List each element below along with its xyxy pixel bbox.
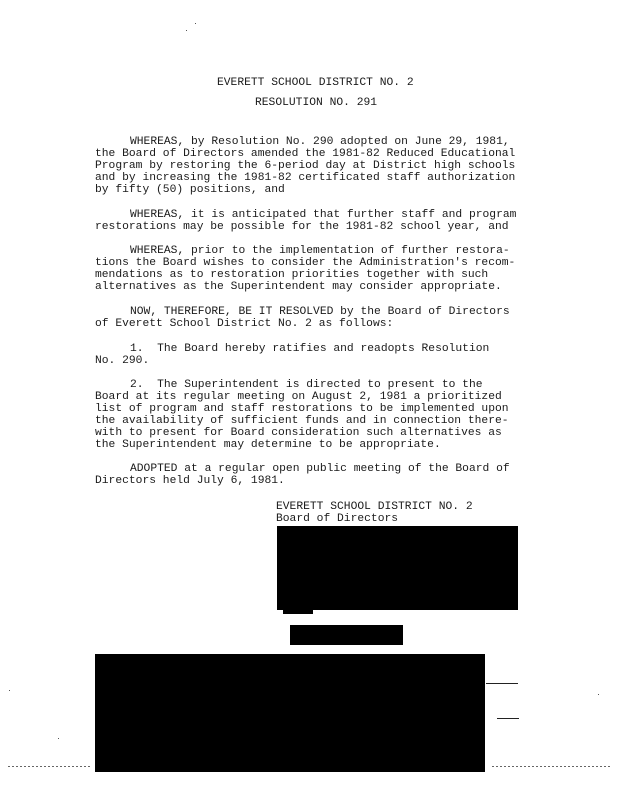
scan-speck [9,690,10,691]
signature-line [486,683,518,684]
item-2-line: the availability of sufficient funds and in connection there- [95,415,509,427]
dotted-rule [8,766,92,767]
adopted-line: ADOPTED at a regular open public meeting of the Board of [130,463,510,475]
whereas-3-line: WHEREAS, prior to the implementation of further restora- [130,245,510,257]
item-1-line: No. 290. [95,355,150,367]
item-2-line: 2. The Superintendent is directed to present to the [130,379,483,391]
item-2-line: with to present for Board consideration such alternatives as [95,427,502,439]
redaction-block [290,625,403,645]
whereas-1-line: the Board of Directors amended the 1981-82 Reduced Educational [95,148,516,160]
adopted-line: Directors held July 6, 1981. [95,475,285,487]
whereas-1-line: Program by restoring the 6-period day at District high schools [95,160,516,172]
whereas-1-line: WHEREAS, by Resolution No. 290 adopted on June 29, 1981, [130,136,510,148]
signature-district: EVERETT SCHOOL DISTRICT NO. 2 [276,501,473,513]
district-heading: EVERETT SCHOOL DISTRICT NO. 2 [217,77,414,89]
scan-speck [58,738,59,739]
item-2-line: Board at its regular meeting on August 2, 1981 a prioritized [95,391,502,403]
resolution-heading: RESOLUTION NO. 291 [255,97,378,109]
redaction-block [277,526,518,610]
resolved-line: NOW, THEREFORE, BE IT RESOLVED by the Board of Directors [130,306,510,318]
scan-speck [195,23,196,24]
redaction-block [95,654,485,772]
whereas-3-line: mendations as to restoration priorities together with such [95,269,489,281]
whereas-1-line: by fifty (50) positions, and [95,184,285,196]
scan-speck [598,694,599,695]
redaction-block [283,606,313,614]
whereas-2-line: restorations may be possible for the 1981-82 school year, and [95,221,509,233]
whereas-1-line: and by increasing the 1981-82 certificated staff authorization [95,172,516,184]
item-2-line: list of program and staff restorations to be implemented upon [95,403,509,415]
item-1-line: 1. The Board hereby ratifies and readopts Resolution [130,343,490,355]
scan-speck [186,30,187,31]
item-2-line: the Superintendent may determine to be appropriate. [95,439,441,451]
signature-line [497,718,519,719]
whereas-3-line: tions the Board wishes to consider the Administration's recom- [95,257,516,269]
dotted-rule [492,766,610,767]
whereas-2-line: WHEREAS, it is anticipated that further staff and program [130,209,517,221]
signature-board: Board of Directors [276,513,399,525]
whereas-3-line: alternatives as the Superintendent may consider appropriate. [95,281,502,293]
resolved-line: of Everett School District No. 2 as follows: [95,318,394,330]
